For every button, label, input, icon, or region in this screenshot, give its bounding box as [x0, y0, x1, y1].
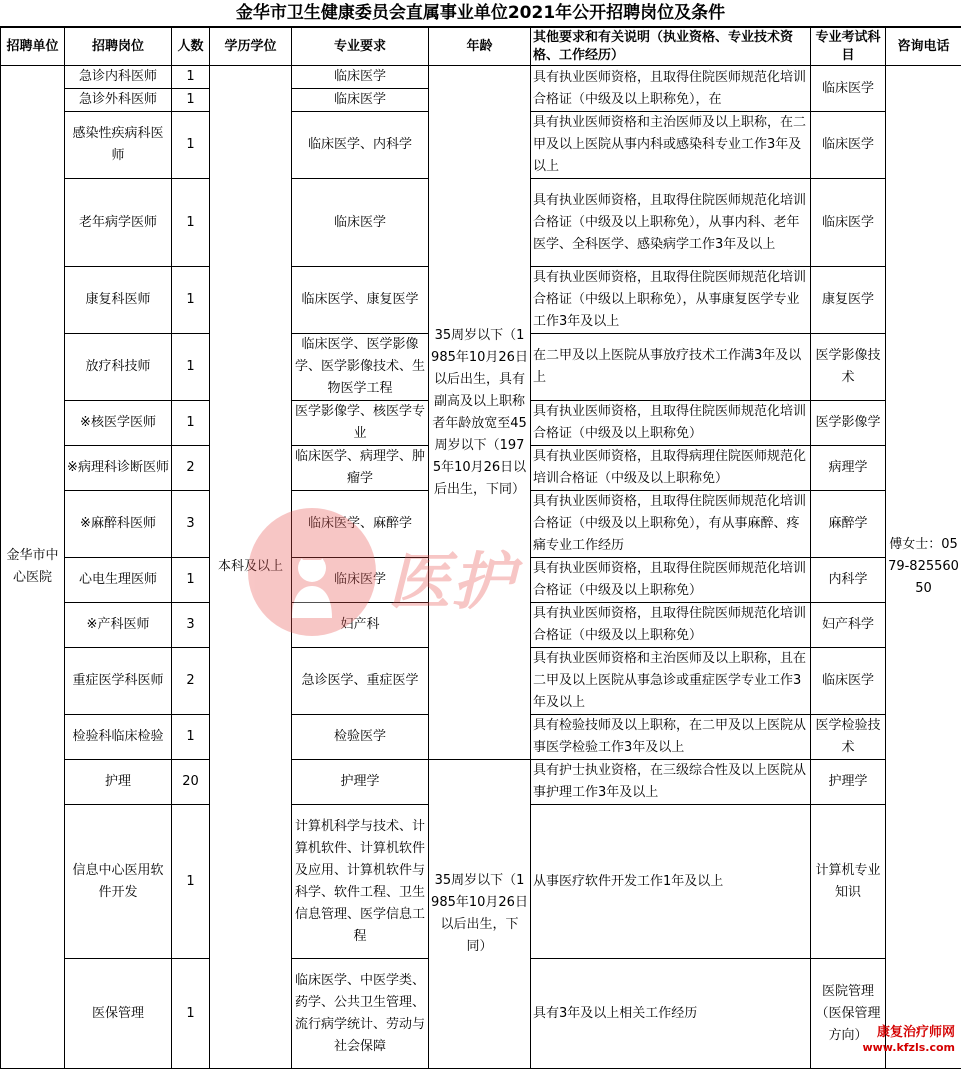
- count-cell: 1: [172, 179, 210, 267]
- other-cell: 具有执业医师资格，且取得住院医师规范化培训合格证（中级及以上职称免）: [531, 558, 811, 603]
- other-cell: 具有检验技师及以上职称，在二甲及以上医院从事医学检验工作3年及以上: [531, 715, 811, 760]
- major-cell: 临床医学、内科学: [292, 112, 429, 179]
- other-cell: 具有执业医师资格和主治医师及以上职称，且在二甲及以上医院从事急诊或重症医学专业工作3年及以上: [531, 648, 811, 715]
- count-cell: 2: [172, 648, 210, 715]
- table-row: [1, 760, 961, 805]
- header-post: 招聘岗位: [65, 28, 172, 66]
- post-cell: 医保管理: [65, 959, 172, 1069]
- exam-cell: 康复医学: [811, 267, 886, 334]
- header-major: 专业要求: [292, 28, 429, 66]
- header-unit: 招聘单位: [1, 28, 65, 66]
- post-cell: 检验科临床检验: [65, 715, 172, 760]
- other-text: 具有执业医师资格，且取得住院医师规范化培训合格证（中级及以上职称免），在: [533, 67, 808, 111]
- count-cell: 1: [172, 267, 210, 334]
- header-row: [1, 28, 961, 66]
- recruitment-table: [0, 27, 961, 1069]
- other-cell: 具有护士执业资格，在三级综合性及以上医院从事护理工作3年及以上: [531, 760, 811, 805]
- post-cell: 老年病学医师: [65, 179, 172, 267]
- major-cell: 临床医学、麻醉学: [292, 491, 429, 558]
- age-cell-1: 35周岁以下（1985年10月26日以后出生，具有副高及以上职称者年龄放宽至45周岁以下（1975年10月26日以后出生，下同）: [429, 66, 531, 760]
- exam-cell: 医学检验技术: [811, 715, 886, 760]
- post-cell: 康复科医师: [65, 267, 172, 334]
- header-education: 学历学位: [210, 28, 292, 66]
- other-cell: 具有执业医师资格，且取得住院医师规范化培训合格证（中级及以上职称免）: [531, 603, 811, 648]
- header-other: 其他要求和有关说明（执业资格、专业技术资格、工作经历）: [531, 28, 811, 66]
- exam-cell: 病理学: [811, 446, 886, 491]
- post-cell: 急诊内科医师: [65, 66, 172, 89]
- header-count: 人数: [172, 28, 210, 66]
- count-cell: 20: [172, 760, 210, 805]
- post-cell: ※核医学医师: [65, 401, 172, 446]
- major-cell: 临床医学、病理学、肿瘤学: [292, 446, 429, 491]
- major-cell: 检验医学: [292, 715, 429, 760]
- corner-brand-name: 康复治疗师网: [862, 1025, 955, 1040]
- exam-cell: 临床医学: [811, 66, 886, 112]
- other-cell: 具有执业医师资格，且取得住院医师规范化培训合格证（中级及以上职称免）: [531, 401, 811, 446]
- other-cell: 从事医疗软件开发工作1年及以上: [531, 805, 811, 959]
- exam-cell: 医学影像学: [811, 401, 886, 446]
- exam-cell: 内科学: [811, 558, 886, 603]
- post-cell: ※麻醉科医师: [65, 491, 172, 558]
- other-cell: 具有执业医师资格，且取得病理住院医师规范化培训合格证（中级及以上职称免）: [531, 446, 811, 491]
- other-cell: 具有执业医师资格，且取得住院医师规范化培训合格证（中级及以上职称免），从事内科、老年医学、全科医学、感染病学工作3年及以上: [531, 179, 811, 267]
- exam-cell: 临床医学: [811, 648, 886, 715]
- major-cell: 临床医学: [292, 66, 429, 89]
- corner-brand: [862, 1025, 955, 1055]
- other-cell: 在二甲及以上医院从事放疗技术工作满3年及以上: [531, 334, 811, 401]
- major-cell: 临床医学: [292, 89, 429, 112]
- major-cell: 急诊医学、重症医学: [292, 648, 429, 715]
- count-cell: 1: [172, 89, 210, 112]
- count-cell: 1: [172, 715, 210, 760]
- count-cell: 1: [172, 112, 210, 179]
- major-cell: 临床医学、医学影像学、医学影像技术、生物医学工程: [292, 334, 429, 401]
- exam-cell: 临床医学: [811, 112, 886, 179]
- post-cell: 重症医学科医师: [65, 648, 172, 715]
- exam-cell: 计算机专业知识: [811, 805, 886, 959]
- count-cell: 1: [172, 959, 210, 1069]
- major-cell: 临床医学: [292, 179, 429, 267]
- post-cell: ※病理科诊断医师: [65, 446, 172, 491]
- major-cell: 医学影像学、核医学专业: [292, 401, 429, 446]
- post-cell: 护理: [65, 760, 172, 805]
- count-cell: 1: [172, 558, 210, 603]
- exam-cell: 护理学: [811, 760, 886, 805]
- other-cell: 具有执业医师资格和主治医师及以上职称，在二甲及以上医院从事内科或感染科专业工作3年及以上: [531, 112, 811, 179]
- phone-cell: 傅女士：0579-82556050: [886, 66, 961, 1069]
- education-cell: 本科及以上: [210, 66, 292, 1069]
- count-cell: 1: [172, 66, 210, 89]
- major-cell: 妇产科: [292, 603, 429, 648]
- other-cell: 具有3年及以上相关工作经历: [531, 959, 811, 1069]
- watermark-text: 医护: [388, 532, 516, 621]
- post-cell: 信息中心医用软件开发: [65, 805, 172, 959]
- header-exam: 专业考试科目: [811, 28, 886, 66]
- other-cell: [531, 66, 811, 112]
- count-cell: 3: [172, 491, 210, 558]
- count-cell: 3: [172, 603, 210, 648]
- age-cell-2: 35周岁以下（1985年10月26日以后出生，下同）: [429, 760, 531, 1069]
- post-cell: ※产科医师: [65, 603, 172, 648]
- major-cell: 计算机科学与技术、计算机软件、计算机软件及应用、计算机软件与科学、软件工程、卫生信息管理、医学信息工程: [292, 805, 429, 959]
- other-cell: 具有执业医师资格，且取得住院医师规范化培训合格证（中级以上职称免），从事康复医学专业工作3年及以上: [531, 267, 811, 334]
- exam-cell: 医学影像技术: [811, 334, 886, 401]
- count-cell: 1: [172, 805, 210, 959]
- exam-cell: 妇产科学: [811, 603, 886, 648]
- count-cell: 1: [172, 334, 210, 401]
- exam-cell: 麻醉学: [811, 491, 886, 558]
- other-cell: 具有执业医师资格，且取得住院医师规范化培训合格证（中级及以上职称免），有从事麻醉、疼痛专业工作经历: [531, 491, 811, 558]
- exam-cell: 医院管理（医保管理方向）: [811, 959, 886, 1069]
- header-phone: 咨询电话: [886, 28, 961, 66]
- header-age: 年龄: [429, 28, 531, 66]
- major-cell: 临床医学、中医学类、药学、公共卫生管理、流行病学统计、劳动与社会保障: [292, 959, 429, 1069]
- major-cell: 临床医学: [292, 558, 429, 603]
- page-title: 金华市卫生健康委员会直属事业单位2021年公开招聘岗位及条件: [0, 0, 961, 27]
- post-cell: 急诊外科医师: [65, 89, 172, 112]
- table-row: [1, 66, 961, 89]
- corner-brand-url: www.kfzls.com: [862, 1040, 955, 1055]
- post-cell: 心电生理医师: [65, 558, 172, 603]
- post-cell: 感染性疾病科医师: [65, 112, 172, 179]
- major-cell: 临床医学、康复医学: [292, 267, 429, 334]
- exam-cell: 临床医学: [811, 179, 886, 267]
- count-cell: 1: [172, 401, 210, 446]
- major-cell: 护理学: [292, 760, 429, 805]
- count-cell: 2: [172, 446, 210, 491]
- unit-cell: 金华市中心医院: [1, 66, 65, 1069]
- post-cell: 放疗科技师: [65, 334, 172, 401]
